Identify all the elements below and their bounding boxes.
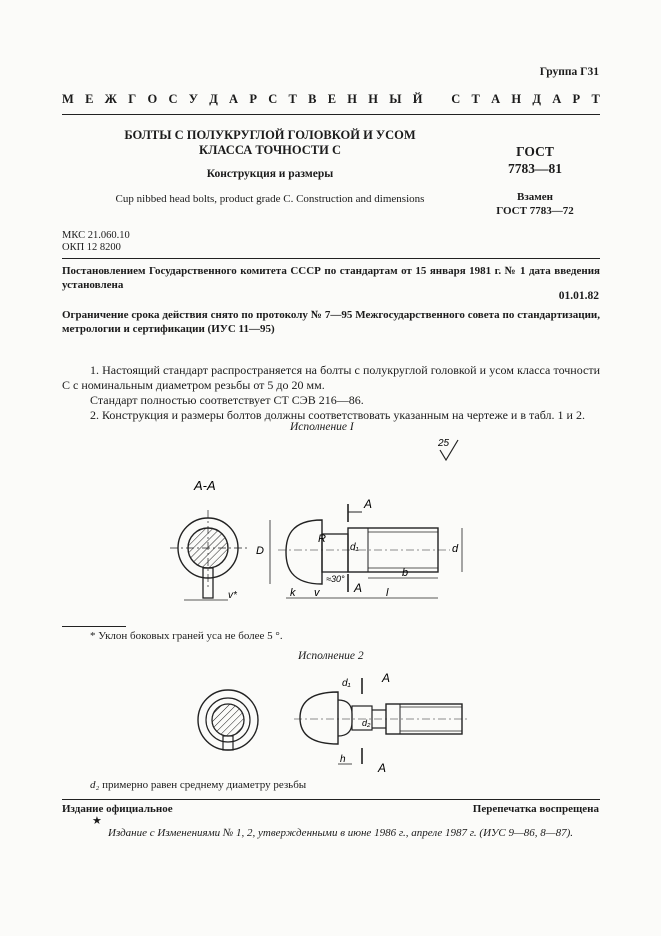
figure1-caption: Исполнение I (290, 421, 354, 433)
banner-letter: Р (249, 92, 257, 106)
banner-letter: О (147, 92, 158, 106)
banner-letter: Й (412, 92, 423, 106)
banner-letter: Н (347, 92, 358, 106)
banner-letter: Т (591, 92, 600, 106)
gost-label: ГОСТ (516, 144, 554, 159)
figure2-section-view (188, 682, 268, 762)
label-D: D (256, 545, 264, 557)
figure1-section-view (170, 472, 260, 612)
footnote-rule (62, 626, 126, 627)
banner-letter: Н (368, 92, 378, 106)
banner-letter: М (62, 92, 74, 106)
label-v: v (314, 587, 320, 599)
banner-letter: Д (209, 92, 218, 106)
bolt-head-2 (300, 692, 338, 744)
banner-letter (434, 92, 440, 107)
banner-letter: Н (511, 92, 522, 106)
group-code: Группа Г31 (539, 66, 599, 78)
roughness-value: 25 (438, 438, 450, 449)
okp-code: ОКП 12 8200 (62, 242, 121, 253)
banner-letter: Ы (389, 92, 402, 106)
classification-codes (62, 230, 130, 254)
header-rule (62, 114, 600, 115)
star-icon: ★ (92, 815, 102, 827)
amendments-note: Издание с Изменениями № 1, 2, утвержденными в июне 1986 г., апреле 1987 г. (ИУС 9—86, 8—87). (108, 827, 573, 839)
limitation-text: Ограничение срока действия снято по протоколу № 7—95 Межгосударственного совета по стандартизации, метрологии и сертификации (ИУС 11—95) (62, 309, 600, 335)
label-d: d (452, 543, 459, 555)
mks-code: МКС 21.060.10 (62, 230, 130, 241)
banner-letter: Е (327, 92, 337, 106)
bolt-neck-2 (338, 700, 352, 736)
label-h: h (340, 754, 346, 765)
label-k: k (290, 587, 296, 599)
banner-letter: Г (128, 92, 137, 106)
section-label: А-А (194, 478, 216, 493)
roughness-symbol (436, 434, 466, 464)
figure2-caption: Исполнение 2 (298, 650, 364, 662)
banner-letter: Р (572, 92, 581, 106)
figure1-footnote: * Уклон боковых граней уса не более 5 °. (90, 630, 283, 642)
figure2-side-view (290, 670, 480, 780)
banner-letter: В (308, 92, 317, 106)
title-line-1: БОЛТЫ С ПОЛУКРУГЛОЙ ГОЛОВКОЙ И УСОМ (124, 128, 416, 142)
label-angle: ≈30° (326, 574, 345, 584)
paragraph-2: Стандарт полностью соответствует СТ СЭВ 216—86. (90, 393, 364, 407)
paragraph-3: 2. Конструкция и размеры болтов должны соответствовать указанным на чертеже и в табл. 1 и 2. (90, 408, 585, 422)
label-A-bottom: А (354, 581, 363, 595)
banner-letter: Т (288, 92, 297, 106)
bolt-head (286, 520, 322, 584)
banner-letter: С (168, 92, 178, 106)
gost-code: 7783—81 (508, 161, 562, 176)
replaces-label: Взамен (517, 191, 553, 203)
note-text: примерно равен среднему диаметру резьбы (102, 779, 307, 791)
replaces-block (480, 190, 590, 218)
document-title (100, 128, 440, 158)
standard-banner (62, 92, 600, 107)
gost-number (480, 143, 590, 177)
decree-text: Постановлением Государственного комитета СССР по стандартам от 15 января 1981 г. № 1 дата введения установлена (62, 265, 600, 291)
label-d1-2: d₁ (342, 678, 351, 689)
footer-rule (62, 799, 600, 800)
document-subtitle: Конструкция и размеры (206, 168, 334, 180)
shank-section-2 (212, 704, 244, 736)
label-d1: d₁ (350, 542, 359, 553)
banner-letter: А (552, 92, 562, 106)
label-l: l (386, 587, 389, 599)
banner-letter: Д (532, 92, 542, 106)
banner-letter: С (268, 92, 278, 106)
banner-letter: А (491, 92, 501, 106)
label-d2: d₂ (362, 718, 371, 728)
banner-letter: С (451, 92, 461, 106)
paragraph-1: 1. Настоящий стандарт распространяется на болты с полукруглой головкой и усом класса точности С с номинальным диаметром резьбы от 5 до 20 мм. (62, 363, 600, 392)
nib-section-2 (223, 736, 233, 750)
note-symbol: d₂ (90, 779, 100, 791)
label-A-bottom-2: А (378, 761, 387, 775)
reprint-notice: Перепечатка воспрещена (472, 803, 599, 815)
official-edition: Издание официальное (62, 803, 173, 815)
label-A-top-2: А (382, 671, 391, 685)
replaces-number: ГОСТ 7783—72 (496, 205, 574, 217)
banner-letter: А (229, 92, 239, 106)
label-A-top: А (364, 497, 373, 511)
nib-section (203, 568, 213, 598)
introduction-date: 01.01.82 (558, 290, 599, 302)
english-title: Cup nibbed head bolts, product grade C. Construction and dimensions (115, 193, 425, 205)
figure1-side-view (250, 490, 490, 610)
codes-rule (62, 258, 600, 259)
banner-letter: Е (85, 92, 94, 106)
label-b: b (402, 567, 409, 579)
banner-letter: Т (471, 92, 480, 106)
title-line-2: КЛАССА ТОЧНОСТИ С (199, 143, 341, 157)
banner-letter: У (188, 92, 198, 106)
figure2-note (90, 779, 306, 791)
banner-letter: Ж (104, 92, 118, 106)
vstar-label: v* (228, 590, 237, 601)
label-R: R (318, 533, 326, 545)
